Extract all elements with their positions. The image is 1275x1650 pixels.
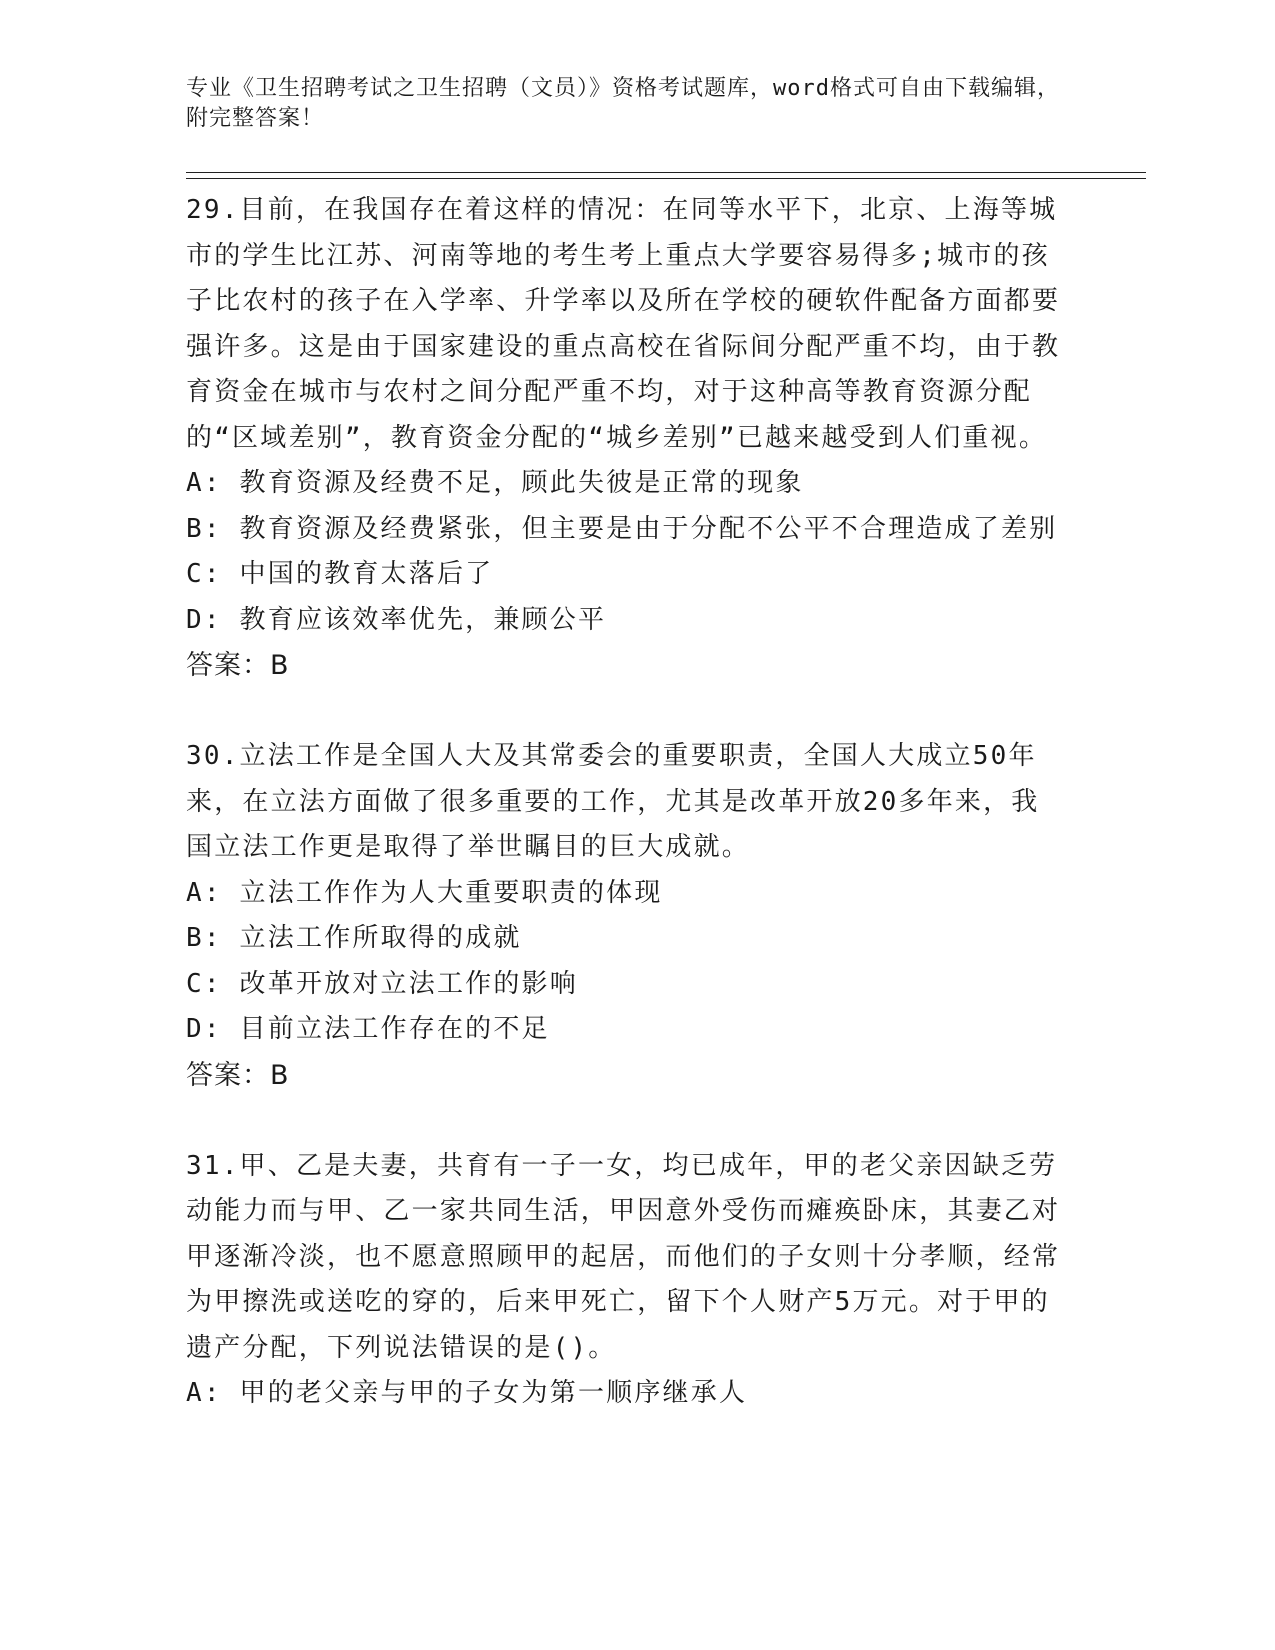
document-header: 专业《卫生招聘考试之卫生招聘（文员）》资格考试题库，word格式可自由下载编辑，附完整答案！ xyxy=(186,76,1060,131)
question-30 xyxy=(186,734,1066,1098)
header-rule-bottom xyxy=(186,178,1146,179)
option-c: C: 改革开放对立法工作的影响 xyxy=(186,968,578,999)
header-rule-top xyxy=(186,172,1146,173)
option-d: D: 教育应该效率优先，兼顾公平 xyxy=(186,604,607,635)
question-stem: 31.甲、乙是夫妻，共育有一子一女，均已成年，甲的老父亲因缺乏劳动能力而与甲、乙一家共同生活，甲因意外受伤而瘫痪卧床，其妻乙对甲逐渐冷淡，也不愿意照顾甲的起居，而他们的子女则十分孝顺，经常为甲擦洗或送吃的穿的，后来甲死亡，留下个人财产5万元。对于甲的遗产分配，下列说法错误的是()。 xyxy=(186,1150,1061,1363)
question-29 xyxy=(186,188,1066,689)
question-31 xyxy=(186,1144,1066,1417)
option-b: B: 立法工作所取得的成就 xyxy=(186,923,522,953)
question-spacer xyxy=(186,1098,1066,1144)
question-stem: 30.立法工作是全国人大及其常委会的重要职责，全国人大成立50年来，在立法方面做了很多重要的工作，尤其是改革开放20多年来，我国立法工作更是取得了举世瞩目的巨大成就。 xyxy=(186,741,1040,862)
question-spacer xyxy=(186,689,1066,735)
option-a: A: 甲的老父亲与甲的子女为第一顺序继承人 xyxy=(186,1378,748,1408)
answer-line: 答案：B xyxy=(186,1059,290,1091)
question-list xyxy=(186,188,1066,1417)
option-a: A: 立法工作作为人大重要职责的体现 xyxy=(186,877,663,908)
answer-line: 答案：B xyxy=(186,650,290,681)
question-stem: 29.目前，在我国存在着这样的情况：在同等水平下，北京、上海等城市的学生比江苏、河南等地的考生考上重点大学要容易得多;城市的孩子比农村的孩子在入学率、升学率以及所在学校的硬软件配备方面都要强许多。这是由于国家建设的重点高校在省际间分配严重不均，由于教育资金在城市与农村之间分配严重不均，对于这种高等教育资源分配的“区域差别”，教育资金分配的“城乡差别”已越来越受到人们重视。 xyxy=(186,195,1061,453)
option-a: A: 教育资源及经费不足，顾此失彼是正常的现象 xyxy=(186,468,804,498)
option-d: D: 目前立法工作存在的不足 xyxy=(186,1014,550,1044)
option-b: B: 教育资源及经费紧张，但主要是由于分配不公平不合理造成了差别 xyxy=(186,513,1058,544)
option-c: C: 中国的教育太落后了 xyxy=(186,559,494,589)
